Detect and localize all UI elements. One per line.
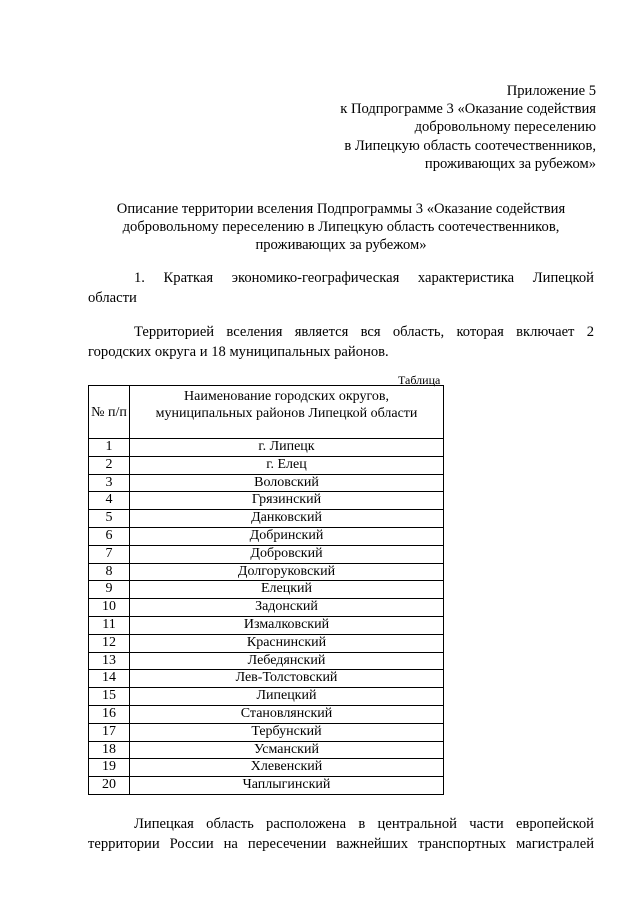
row-district-name: Задонский <box>130 599 444 617</box>
row-number: 16 <box>89 705 130 723</box>
table-row <box>89 634 444 652</box>
row-number: 15 <box>89 688 130 706</box>
row-number: 14 <box>89 670 130 688</box>
appendix-line: к Подпрограмме 3 «Оказание содействия <box>340 101 596 118</box>
title-line: добровольному переселению в Липецкую область соотечественников, <box>122 219 560 236</box>
table-row <box>89 723 444 741</box>
row-district-name: Становлянский <box>130 705 444 723</box>
header-name-line: Наименование городских округов, <box>184 389 389 404</box>
row-number: 7 <box>89 545 130 563</box>
table-row <box>89 688 444 706</box>
table-row <box>89 741 444 759</box>
row-district-name: Чаплыгинский <box>130 777 444 795</box>
intro-paragraph <box>88 322 594 362</box>
table-row <box>89 599 444 617</box>
row-number: 17 <box>89 723 130 741</box>
table-row <box>89 492 444 510</box>
header-num: № п/п <box>89 386 130 439</box>
table-row <box>89 527 444 545</box>
row-district-name: Измалковский <box>130 616 444 634</box>
table-row <box>89 670 444 688</box>
districts-table <box>88 385 444 795</box>
closing-paragraph <box>88 814 594 854</box>
document-title <box>88 200 594 255</box>
table-row <box>89 759 444 777</box>
table-row <box>89 652 444 670</box>
title-line: проживающих за рубежом» <box>255 237 427 254</box>
row-number: 1 <box>89 439 130 457</box>
appendix-line: проживающих за рубежом» <box>424 155 596 172</box>
row-number: 8 <box>89 563 130 581</box>
section-heading-line: области <box>88 290 137 306</box>
appendix-line: в Липецкую область соотечественников, <box>344 137 596 154</box>
section-heading-line: 1. Краткая экономико-географическая характеристика Липецкой <box>134 270 594 286</box>
row-district-name: Добровский <box>130 545 444 563</box>
row-district-name: Лев-Толстовский <box>130 670 444 688</box>
row-district-name: Долгоруковский <box>130 563 444 581</box>
row-number: 11 <box>89 616 130 634</box>
header-name-line: муниципальных районов Липецкой области <box>155 406 418 421</box>
row-number: 4 <box>89 492 130 510</box>
row-number: 18 <box>89 741 130 759</box>
row-district-name: Данковский <box>130 510 444 528</box>
row-district-name: Тербунский <box>130 723 444 741</box>
row-district-name: Грязинский <box>130 492 444 510</box>
table-row <box>89 510 444 528</box>
closing-line: территории России на пересечении важнейших транспортных магистралей <box>88 836 594 852</box>
table-row <box>89 616 444 634</box>
table-row <box>89 456 444 474</box>
row-number: 13 <box>89 652 130 670</box>
row-number: 12 <box>89 634 130 652</box>
row-district-name: Елецкий <box>130 581 444 599</box>
table-row <box>89 439 444 457</box>
title-line: Описание территории вселения Подпрограммы 3 «Оказание содействия <box>116 201 566 217</box>
header-name <box>130 386 444 439</box>
appendix-line: добровольному переселению <box>414 119 596 136</box>
row-number: 6 <box>89 527 130 545</box>
table-caption: Таблица <box>398 373 441 387</box>
row-district-name: Лебедянский <box>130 652 444 670</box>
row-number: 9 <box>89 581 130 599</box>
table-row <box>89 581 444 599</box>
row-district-name: г. Липецк <box>130 439 444 457</box>
intro-line: Территорией вселения является вся область, которая включает 2 <box>134 324 594 340</box>
appendix-line: Приложение 5 <box>506 83 596 99</box>
row-district-name: Краснинский <box>130 634 444 652</box>
closing-line: Липецкая область расположена в центральной части европейской <box>134 816 594 832</box>
row-number: 5 <box>89 510 130 528</box>
row-district-name: г. Елец <box>130 456 444 474</box>
row-number: 19 <box>89 759 130 777</box>
section-heading <box>88 268 594 308</box>
table-row <box>89 777 444 795</box>
table-row <box>89 545 444 563</box>
row-district-name: Усманский <box>130 741 444 759</box>
table-row <box>89 705 444 723</box>
row-district-name: Воловский <box>130 474 444 492</box>
row-number: 3 <box>89 474 130 492</box>
row-district-name: Липецкий <box>130 688 444 706</box>
row-number: 10 <box>89 599 130 617</box>
row-number: 20 <box>89 777 130 795</box>
row-district-name: Добринский <box>130 527 444 545</box>
table-header-row <box>89 386 444 439</box>
row-district-name: Хлевенский <box>130 759 444 777</box>
table-body <box>89 439 444 795</box>
appendix-header <box>236 82 596 173</box>
table-row <box>89 474 444 492</box>
table-row <box>89 563 444 581</box>
intro-line: городских округа и 18 муниципальных районов. <box>88 344 389 360</box>
row-number: 2 <box>89 456 130 474</box>
